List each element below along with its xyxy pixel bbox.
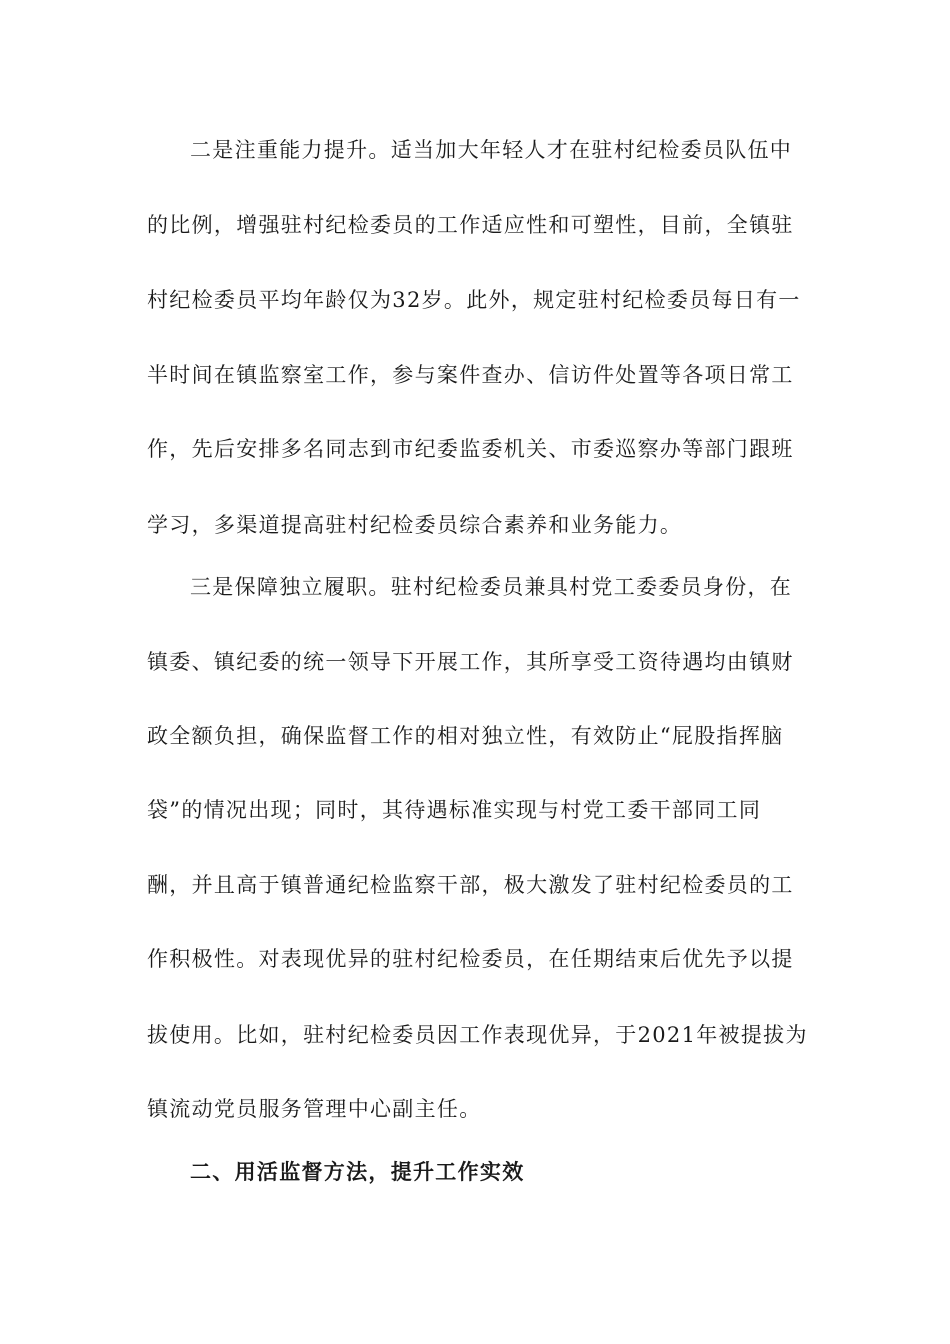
paragraph-line: 学习，多渠道提高驻村纪检委员综合素养和业务能力。 [147, 513, 683, 537]
paragraph-line: 酬，并且高于镇普通纪检监察干部，极大激发了驻村纪检委员的工 [147, 873, 794, 897]
paragraph-line: 半时间在镇监察室工作，参与案件查办、信访件处置等各项日常工 [147, 363, 794, 387]
paragraph-line: 拔使用。比如，驻村纪检委员因工作表现优异，于2021年被提拔为 [147, 1023, 808, 1047]
paragraph-line: 镇委、镇纪委的统一领导下开展工作，其所享受工资待遇均由镇财 [147, 650, 794, 674]
paragraph-line: 的比例，增强驻村纪检委员的工作适应性和可塑性，目前，全镇驻 [147, 213, 794, 237]
paragraph-line: 村纪检委员平均年龄仅为32岁。此外，规定驻村纪检委员每日有一 [147, 288, 801, 312]
paragraph-line: 作，先后安排多名同志到市纪委监委机关、市委巡察办等部门跟班 [147, 437, 794, 461]
paragraph-line: 二是注重能力提升。适当加大年轻人才在驻村纪检委员队伍中 [190, 138, 793, 162]
paragraph-line: 袋”的情况出现；同时，其待遇标准实现与村党工委干部同工同 [147, 798, 762, 822]
paragraph-line: 三是保障独立履职。驻村纪检委员兼具村党工委委员身份，在 [190, 575, 793, 599]
paragraph-line: 作积极性。对表现优异的驻村纪检委员，在任期结束后优先予以提 [147, 947, 794, 971]
paragraph-line: 政全额负担，确保监督工作的相对独立性，有效防止“屁股指挥脑 [147, 724, 784, 748]
section-heading: 二、用活监督方法，提升工作实效 [190, 1159, 525, 1184]
paragraph-line: 镇流动党员服务管理中心副主任。 [147, 1097, 482, 1121]
